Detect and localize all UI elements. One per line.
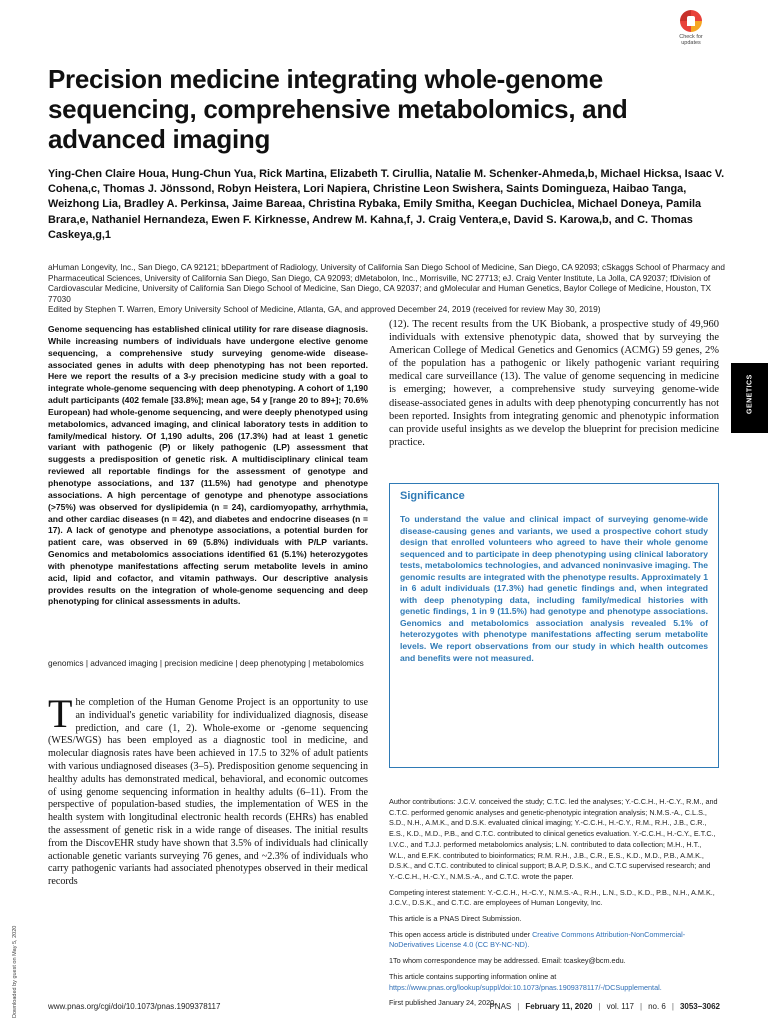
page-footer (48, 1002, 720, 1014)
journal-citation: PNAS | February 11, 2020 | vol. 117 | no. 6 | 3053–3062 (489, 1002, 720, 1011)
issue: no. 6 (648, 1002, 666, 1011)
supporting-info-link[interactable]: https://www.pnas.org/lookup/suppl/doi:10.1073/pnas.1909378117/-/DCSupplemental. (389, 982, 662, 992)
license-link[interactable]: Creative Commons Attribution-NonCommercial-NoDerivatives License 4.0 (CC BY-NC-ND). (389, 929, 686, 950)
edited-by-line: Edited by Stephen T. Warren, Emory University School of Medicine, Atlanta, GA, and approved December 24, 2019 (received for review May 30, 2019) (48, 304, 601, 314)
significance-box (389, 483, 719, 768)
first-published: First published January 24, 2020. (389, 998, 497, 1008)
downloaded-text: Downloaded by guest on May 5, 2020 (12, 925, 18, 1018)
intro-text: he completion of the Human Genome Project is an opportunity to use an individual's genetic variability for individualized diagnosis, disease prediction, and care (1, 2). Whole-exome or -genome sequencing (WES/WGS) has been employed as a diagnostic tool in medicine, and molecular diagnosis rates have been achieved in 17.5 to 32% of adult patients with various undiagnosed diseases (3–5). Predisposition genome sequencing in healthy adults has demonstrated medical, behavioral, and economic outcomes of using genome sequencing information in healthy adults (6–11). From the perspective of population-based studies, the implementation of WES in the health system with longitudinal electronic health records (EHRs) has enabled the assessment of genetic risk in a wide range of diseases. The initial results from the DiscovEHR study have shown that 3.5% of individuals had clinically actionable genetic variants surveying 76 genes, and ~2.3% of individuals who carry pathogenic variants had associated phenotypes observed in their medical records (48, 697, 368, 888)
open-access-prefix: This open access article is distributed under (389, 929, 533, 939)
open-access-note (389, 930, 719, 951)
affiliations: aHuman Longevity, Inc., San Diego, CA 92121; bDepartment of Radiology, University of California San Diego School of Medicine, San Diego, CA 92093; cSkaggs School of Pharmacy and Pharmaceutical Sciences, University of California San Diego, San Diego, CA 92093; dMetabolon, Inc., Morrisville, NC 27713; eJ. Craig Venter Institute, La Jolla, CA 92037; fDivision of Cardiovascular Medicine, University of California San Diego School of Medicine, San Diego, CA 92037; and gMolecular and Human Genetics, Baylor College of Medicine, Houston, TX 77030 (48, 263, 725, 304)
introduction-left (48, 691, 368, 889)
check-for-updates-badge[interactable] (671, 10, 711, 56)
direct-submission-note: This article is a PNAS Direct Submission. (389, 914, 522, 924)
significance-heading: Significance (400, 490, 465, 502)
introduction-right: (12). The recent results from the UK Biobank, a prospective study of 49,960 individuals with extensive phenotypic data, showed that by surveying the American College of Medical Genetics and Genomics (ACMG) 59 genes, 2% of the population has a pathogenic or likely pathogenic variant requiring medical care surveillance (13). The value of genome sequencing in medicine is emerging; however, a comprehensive study surveying genome-wide disease-associated genes in adults with deep phenotyping concurrently has not been reported. Insights from integrating genomic and phenotypic information can provide useful insights as we develop the blueprint for precision medicine practice. (389, 319, 719, 448)
supporting-info-note (389, 972, 719, 993)
section-tab-genetics (731, 363, 768, 433)
badge-label: Check for updates (679, 34, 703, 46)
downloaded-note (8, 925, 22, 1020)
abstract: Genome sequencing has established clinical utility for rare disease diagnosis. While increasing numbers of individuals have undergone elective genome sequencing, a comprehensive study surveying genome-wide disease-associated genes in adults with deep phenotyping has not been reported. Here we report the results of a 3-y precision medicine study with a goal to integrate whole-genome sequencing with deep phenotyping. A cohort of 1,190 adult participants (402 female [33.8%]; mean age, 54 y [range 20 to 89+]; 70.6% European) had whole-genome sequencing, and were deeply phenotyped using metabolomics, advanced imaging, and clinical laboratory tests in addition to family/medical history. Of 1,190 adults, 206 (17.3%) had at least 1 genetic variant with pathogenic (P) or likely pathogenic (LP) assessment that suggests a predisposition of genetic risk. A multidisciplinary clinical team reviewed all reportable findings for the assessment of genotype and phenotype associations, and 137 (11.5%) had genotype and phenotype associations. A high percentage of genotype and phenotype associations (>75%) was observed for dyslipidemia (n = 24), cardiomyopathy, arrhythmia, and other cardiac diseases (n = 42), and diabetes and endocrine diseases (n = 17). A lack of genotype and phenotype associations, a potential burden for patient care, was observed in 69 (5.8%) individuals with P/LP variants. Genomics and metabolomics associations identified 61 (5.1%) heterozygotes with phenotype manifestations affecting serum metabolite levels in amino acid, lipid and cofactor, and vitamin pathways. Our descriptive analysis provides results on the integration of whole-genome sequencing and deep phenotyping for clinical assessments in adults. (48, 324, 368, 607)
significance-text: To understand the value and clinical impact of surveying genome-wide disease-causing genes and variants, we used a prospective cohort study design that enrolled volunteers who agreed to have their whole genome sequenced and to participate in deep phenotyping using clinical laboratory tests, metabolomics technologies, and advanced noninvasive imaging. The genomic results are integrated with the phenotype results. Approximately 1 in 6 adult individuals (17.3%) had genetic findings and, when integrated with deep phenotyping data, including family/medical histories with genetic findings, 1 in 9 (11.5%) had genotype and phenotype associations. Genomics and metabolomics association analysis revealed 5.1% of heterozygotes with phenotype manifestations affecting serum metabolite levels. We report observations from our study in which health outcomes and benefits were not measured. (400, 514, 708, 663)
doi-url[interactable]: www.pnas.org/cgi/doi/10.1073/pnas.1909378117 (48, 1002, 221, 1011)
author-list: Ying-Chen Claire Houa, Hung-Chun Yua, Rick Martina, Elizabeth T. Cirullia, Natalie M. Schenker-Ahmeda,b, Michael Hicksa, Isaac V. Cohena,c, Thomas J. Jönssond, Robyn Heistera, Lori Napiera, Christine Leon Swishera, Saints Domingueza, Haibao Tanga, Weizhong Lia, Bradley A. Perkinsa, Jaime Bareaa, Christina Rybaka, Emily Smitha, Keegan Duchiclea, Michael Doneya, Pamila Brara,e, Nathaniel Hernandeza, Ewen F. Kirknesse, Andrew M. Kahna,f, J. Craig Ventera,e, David S. Karowa,b, and C. Thomas Caskeya,g,1 (48, 168, 725, 241)
supporting-prefix: This article contains supporting information online at (389, 971, 557, 981)
page-range: 3053–3062 (679, 1002, 720, 1011)
volume: vol. 117 (606, 1002, 634, 1011)
journal-name: PNAS (489, 1002, 512, 1011)
correspondence-note: 1To whom correspondence may be addressed. Email: tcaskey@bcm.edu. (389, 956, 626, 966)
section-tab-label: GENETICS (746, 374, 754, 414)
drop-cap: T (48, 691, 73, 736)
author-contributions: Author contributions: J.C.V. conceived the study; C.T.C. led the analyses; Y.-C.C.H., H.-C.Y., R.M., and C.T.C. performed genomic analyses and genetic-phenotypic integration analysis; N.M.S.-A., C.L.S., S.D., N.H., A.M.K., and D.S.K. evaluated clinical imaging; Y.-C.C.H., H.-C.Y., R.M., R.H., J.B., C.R., E.S., K.D., M.D., P.B., and C.T.C. contributed to clinical genetics evaluation. Y.-C.C.H., H.-C.Y., E.T.C., I.V.C., and T.J.J. performed metabolomics analysis; L.N. contributed to data collection; M.H., H.T., W.L., and E.F.K. contributed to bioinformatics; R.M. R.H., J.B., C.R., E.S., K.D., M.D., P.B., A.M.K., D.S.K., and C.T.C. contributed to clinical support; B.A.P, D.S.K., and C.T.C supervised research; and Y.-C.C.H., H.-C.Y., N.M.S.-A., and C.T.C. wrote the paper. (389, 797, 718, 881)
article-title: Precision medicine integrating whole-genome sequencing, comprehensive metabolomics, and advanced imaging (48, 64, 628, 154)
article-notes (389, 797, 719, 1014)
issue-date: February 11, 2020 (525, 1002, 593, 1011)
keywords: genomics | advanced imaging | precision medicine | deep phenotyping | metabolomics (48, 658, 364, 668)
competing-interests: Competing interest statement: Y.-C.C.H., H.-C.Y., N.M.S.-A., R.H., L.N., S.D., K.D., P.B., N.H., A.M.K., J.C.V., D.S.K., and C.T.C. are employees of Human Longevity, Inc. (389, 887, 715, 908)
crossmark-icon (680, 10, 702, 32)
